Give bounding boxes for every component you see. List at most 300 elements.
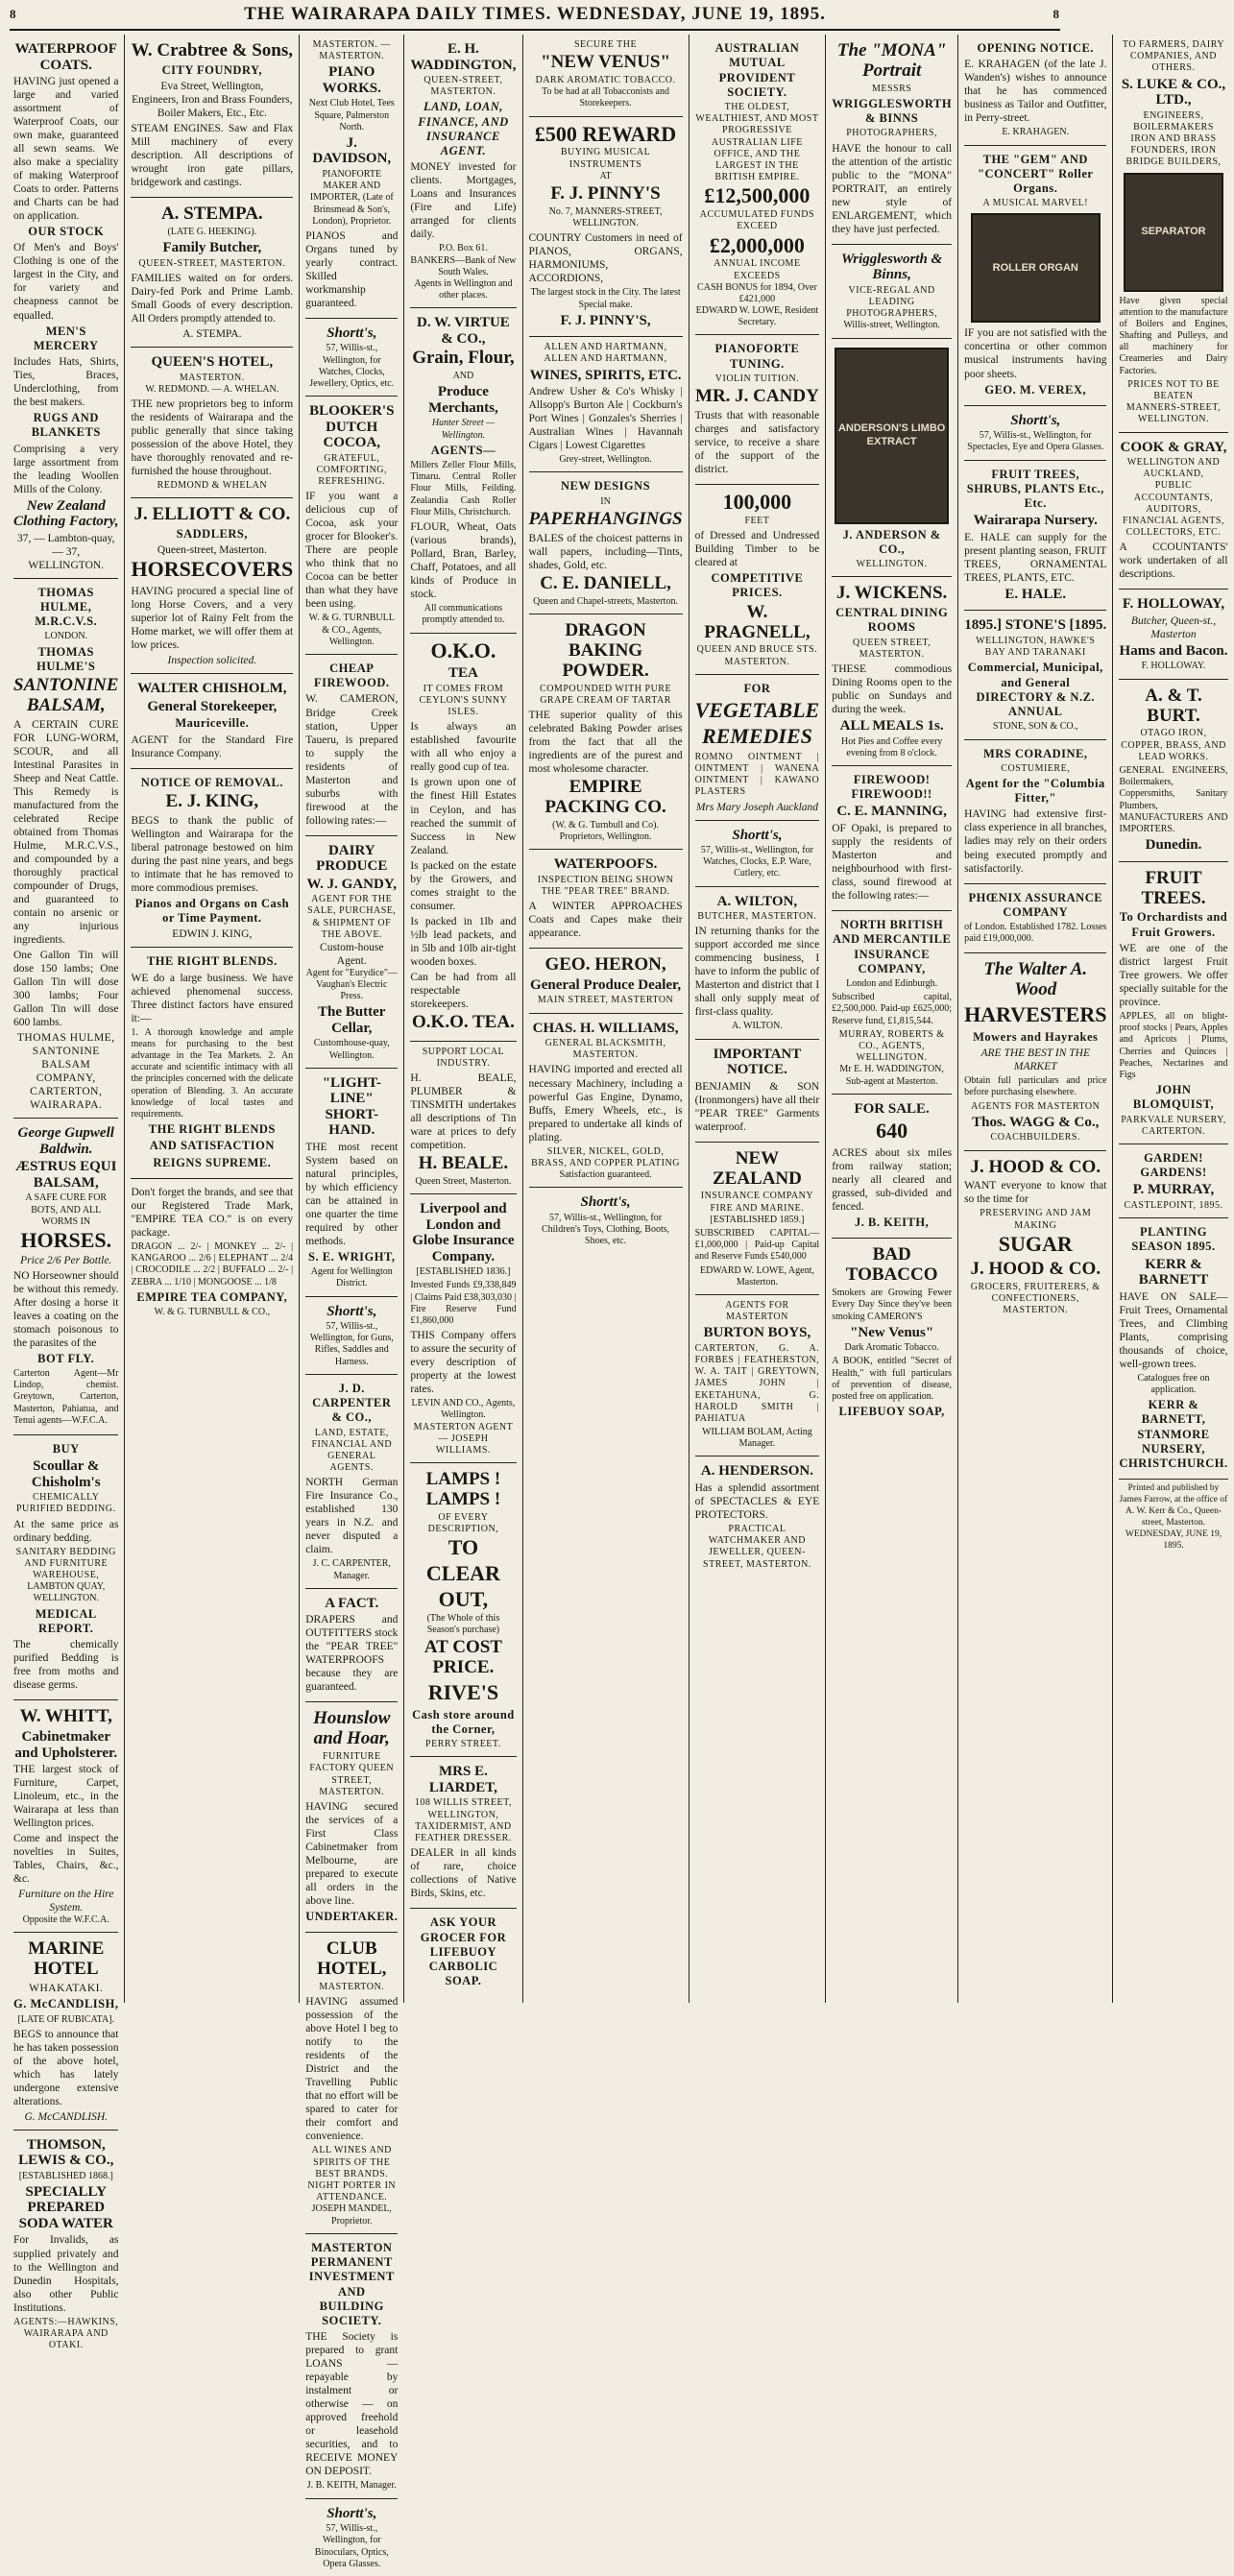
ad-shortts-6 [964,406,1106,461]
ad-dragon-baking-powder [529,614,683,850]
ad-subtitle: PHOTOGRAPHERS, [846,128,938,139]
ad-subtitle: ACCUMULATED FUNDS EXCEED [699,209,815,232]
ad-body: Is packed on the estate by the Growers, and comes straight to the consumer. [410,859,517,912]
ad-body: Is always an established favourite with all who enjoy a really good cup of tea. [410,721,517,774]
ad-mona-portrait [832,35,952,245]
ad-location: 108 WILLIS STREET, WELLINGTON, [414,1797,512,1820]
ad-body: BALES of the choicest patterns in wall papers, including—Tints, shades, Gold, etc. [528,532,683,571]
ad-body: COUNTRY Customers in need of PIANOS, ORGANS, HARMONIUMS, ACCORDIONS, [528,232,683,285]
ad-new-venus [529,35,683,117]
ad-name: A. & T. BURT. [1145,685,1202,726]
ad-liverpool-london-globe [410,1194,516,1463]
ad-body: 57, Willis-st., Wellington, for Spectacles, Eye and Opera Glasses. [967,430,1104,453]
ad-title: Cabinetmaker and Upholsterer. [14,1729,118,1761]
ad-name: Scoullar & Chisholm's [31,1458,101,1490]
ad-right-blends [131,948,293,1179]
ad-body: BENJAMIN & SON (Ironmongers) have all their "PEAR TREE" Garments waterproof. [694,1080,820,1133]
ad-location: LONDON. [44,631,88,642]
ad-established: [ESTABLISHED 1868.] [18,2170,113,2181]
ad-liardet-taxidermist [410,1757,516,1909]
ad-names: MURRAY, ROBERTS & CO., AGENTS, WELLINGTON. [838,1028,945,1064]
ad-signature: W. & G. TURNBULL & CO., [154,1307,271,1317]
ad-name: J. HOOD & CO. [970,1156,1101,1177]
ad-subtitle: The largest stock in the City. The latest Special make. [530,287,681,310]
ad-body: THE superior quality of this celebrated Baking Powder arises from the fact that all the ingredients are of the purest and most wholesome character. [528,709,683,775]
ad-price: Price 2/6 Per Bottle. [20,1254,112,1266]
ad-title: O.K.O. [430,638,496,662]
ad-title: BLOOKER'S DUTCH COCOA, [309,403,395,451]
ad-cook-gray [1119,433,1227,590]
ad-body: E. KRAHAGEN (of the late J. Wanden's) wishes to announce that he has commenced business as Tailor and Outfitter, in Perry-street. [964,59,1107,125]
ad-signature: Queen and Chapel-streets, Masterton. [533,595,678,607]
ad-title: "LIGHT-LINE" SHORT-HAND. [322,1074,381,1139]
ad-title: THE "GEM" AND "CONCERT" Roller Organs. [978,152,1094,196]
ad-headline: HARVESTERS [964,1002,1107,1027]
ad-name: JOHN BLOMQUIST, [1132,1083,1215,1112]
ad-body: of Dressed and Undressed Building Timber to be cleared at [694,530,820,569]
ad-name: MR. J. CANDY [695,386,819,407]
ad-body: FAMILIES waited on for orders. Dairy-fed Pork and Prime Lamb. Small Goods of every description. All Orders promptly attended to. [131,273,294,325]
ad-subtitle: ARE THE BEST IN THE MARKET [980,1047,1091,1073]
ad-title: MARINE HOTEL [28,1938,105,1980]
ad-body: ACRES about six miles from railway station; nearly all cleared and grassed, sub-divided and fenced. [832,1147,953,1214]
ad-body: STEAM ENGINES. Saw and Flax Mill machinery of every description. All descriptions of wrought iron gate pillars, bridgework and castings. [131,123,294,189]
ad-subtitle: MEN'S MERCERY [33,324,99,352]
ad-body: H. BEALE, PLUMBER & TINSMITH undertakes all descriptions of Tin ware at prices to defy competition. [410,1072,517,1152]
ad-trade: COACHBUILDERS. [990,1132,1080,1144]
ad-headline: £12,500,000 [704,183,811,208]
ad-bad-tobacco [832,1239,952,1427]
ad-agents: AGENTS FOR MASTERTON [971,1100,1101,1112]
column-5 [523,35,690,2003]
ad-subtitle: Next Club Hotel, Tees Square, Palmerston North. [308,98,395,132]
ad-body: OF Opaki, is prepared to supply the residents of Masterton and neighbourhood with first-class, sound firewood at the following rates:— [832,822,953,902]
ad-body: At the same price as ordinary bedding. [13,1518,119,1544]
ad-body: AGENT for the Standard Fire Insurance Company. [131,734,294,759]
ad-body: DEALER in all kinds of rare, choice collections of Native Birds, Skins, etc. [410,1847,517,1900]
ad-headline: New Zealand Clothing Factory, [13,497,119,530]
ad-s-luke [1119,35,1227,433]
ad-agent: MASTERTON AGENT — JOSEPH WILLIAMS. [413,1421,514,1456]
ad-box: P.O. Box 61. [438,243,488,254]
ad-name: Wrigglesworth & Binns, [841,251,943,283]
ad-walter-wood-harvesters [964,953,1106,1150]
ad-subtitle: Produce Merchants, [428,384,498,416]
ad-name: J. DAVIDSON, [312,134,392,167]
ad-subtitle: GENERAL ENGINEERS, Boilermakers, Coppersmiths, Sanitary Plumbers, MANUFACTURERS AND IMPORTERS. [1119,764,1228,834]
ad-p-murray [1119,1144,1227,1218]
ad-subtitle: Butcher, Queen-st., Masterton [1130,614,1217,640]
ad-title: CHEAP FIREWOOD. [314,661,390,690]
ad-body: 57, Willis-st., Wellington, for Children's Toys, Clothing, Boots, Shoes, etc. [541,1212,670,1247]
ad-signature: F. HOLLOWAY. [1141,661,1206,672]
ad-body: A WINTER APPROACHES Coats and Capes make their appearance. [528,900,683,940]
ad-title: CLUB HOTEL, [317,1938,387,1980]
ad-headline: O.K.O. TEA. [412,1011,515,1032]
ad-title: Liverpool and London and Globe Insurance Company. [412,1201,515,1264]
ad-signature: Mrs Mary Joseph Auckland [695,801,819,813]
ad-name: EMPIRE PACKING CO. [544,776,666,817]
ad-name: Shortt's, [327,1303,377,1319]
ad-subtitle: A MUSICAL MARVEL! [982,198,1089,209]
ad-coradine-costumiere [964,740,1106,884]
ad-location: Queen-street, Masterton. [157,544,267,557]
ad-location: London and Edinburgh. [846,978,938,989]
ad-subtitle: Dark Aromatic Tobacco. [844,1342,939,1354]
ad-title: BUTCHER, MASTERTON. [697,911,817,923]
ad-shortts-1 [305,319,398,397]
ad-names: W. REDMOND. — A. WHELAN. [145,383,279,395]
ad-wrigglesworth-binns [832,245,952,339]
ad-bonus: CASH BONUS for 1894, Over £421,000 [697,281,817,304]
ad-list: ROMNO OINTMENT | OINTMENT | WANENA OINTMENT | KAWANO PLASTERS [694,751,820,798]
ad-at: AT [599,170,612,181]
ad-title: 1895.] STONE'S [1895. [964,617,1107,634]
ad-signature: JOSEPH MANDEL, Proprietor. [311,2203,392,2227]
ad-amp-society [695,35,820,335]
masthead-page-left: 8 [10,7,17,21]
ad-location: Hunter Street — Wellington. [431,418,496,441]
ad-burton-boys [695,1295,820,1457]
ad-name: W. WHITT, [19,1706,112,1727]
ad-title: LAND, LOAN, FINANCE, AND INSURANCE AGENT. [418,100,509,158]
ad-location: QUEEN AND BRUCE STS. MASTERTON. [696,644,818,667]
ad-signature: E. HALE. [1004,586,1067,602]
ad-name: GEO. M. VEREX, [984,382,1087,397]
ad-body: IF you are not satisfied with the concertina or other common musical instruments having poor sheets. [964,327,1107,380]
ad-cheap-firewood [305,655,398,836]
ad-chas-williams [529,1014,683,1189]
separator-illustration: SEPARATOR [1124,173,1223,292]
ad-signature: Satisfaction guaranteed. [559,1168,652,1180]
ad-roller-organs [964,146,1106,406]
ad-name: E. J. KING, [165,790,259,811]
ad-lamps-rives [410,1463,516,1757]
ad-title: WINES, SPIRITS, ETC. [529,367,682,383]
ad-subtitle: ANNUAL INCOME EXCEEDS [714,258,801,281]
ad-thomson-lewis [13,2131,118,2357]
ad-wairarapa-nursery [964,461,1106,612]
ad-name: RIVE'S [427,1679,499,1704]
ad-body: Can be had from all respectable storekeepers. [410,971,517,1010]
ad-lifebuoy-1 [410,1909,516,1996]
ad-title: GENERAL BLACKSMITH, MASTERTON. [544,1038,666,1061]
ad-headline: Hams and Bacon. [1119,642,1228,659]
ad-body: Is grown upon one of the finest Hill Estates in Ceylon, and has reached the summit of Success in New Zealand. [410,777,517,856]
ad-queens-hotel [131,348,293,498]
ad-subtitle: PRESERVING AND JAM MAKING [980,1208,1092,1231]
ad-body: Millers Zeller Flour Mills, Timaru. Central Roller Flour Mills, Feilding. Zealandia Cash Roller Flour Mills, Christchurch. [410,460,517,518]
ad-body: 57, Willis-st., Wellington, for Guns, Rifles, Saddles and Harness. [309,1321,394,1367]
ad-title: NOTICE OF REMOVAL. [140,775,283,789]
ad-crabtree-foundry [131,35,293,198]
ad-subtitle: VIOLIN TUITION. [714,373,800,384]
ad-subtitle: LAND, ESTATE, FINANCIAL AND GENERAL AGENTS. [311,1427,393,1474]
ad-location: Queen Street, Masterton. [415,1175,512,1187]
ad-title: SUPPORT LOCAL INDUSTRY. [422,1046,505,1069]
ad-title: The Walter A. Wood [983,959,1088,1000]
ad-shortts-2 [305,1297,398,1375]
ad-marine-hotel [13,1933,118,2130]
ad-capital: SUBSCRIBED CAPITAL—£1,000,000 | Paid-up Capital and Reserve Funds £540,000 [694,1227,820,1263]
ad-title: FIREWOOD! FIREWOOD!! [851,772,932,802]
ad-names: ALLEN AND HARTMANN, ALLEN AND HARTMANN, [544,342,667,365]
ad-body: NO Horseowner should be without this remedy. After dosing a horse it leaves a coating on the stomach poisonous to the parasites of the [13,1269,119,1349]
ad-body: BEGS to thank the public of Wellington and Wairarapa for the liberal patronage bestowed on him during the past nine years, and begs to intimate that he has removed to more commodious premises. [131,814,294,894]
ad-body: IF you want a delicious cup of Cocoa, ask your grocer for Blooker's. There are people who think that no Cocoa can be better than what they have been using. [305,491,399,611]
ad-title: FRUIT TREES, SHRUBS, PLANTS Etc., Etc. [966,467,1104,511]
ad-body: The chemically purified Bedding is free from moths and disease germs. [13,1639,119,1692]
ad-headline: £2,000,000 [709,232,805,257]
ad-body: Come and inspect the novelties in Suites, Tables, Chairs, &c., &c. [13,1833,119,1886]
advert-grid [8,35,1228,2569]
ad-location: Willis-street, Wellington. [843,320,940,331]
ad-signature: G. McCANDLISH. [24,2110,109,2123]
ad-trade: GROCERS, FRUITERERS, & CONFECTIONERS, MASTERTON. [970,1281,1101,1315]
ad-shortts-4 [529,1188,683,1253]
ad-name: A. STEMPA. [160,204,263,225]
ad-headline: 100,000 [722,490,792,515]
ad-location: LAMBTON QUAY, WELLINGTON. [27,1581,106,1604]
ad-carpenter-agents [305,1375,398,1589]
ad-title: BUY [52,1442,80,1457]
ad-subtitle: BOT FLY. [37,1351,95,1365]
ad-name: F. HOLLOWAY, [1122,596,1225,613]
ad-location: MASTERTON. [179,372,245,383]
ad-signature: Agent for Wellington District. [310,1266,393,1289]
ad-name: A. HENDERSON. [700,1463,813,1480]
ad-body: IN returning thanks for the support accorded me since commencing business, I have to inform the public of Masterton and district that I shall only supply meat of first-class quality. [694,926,820,1019]
ad-signature: UNDERTAKER. [305,1910,399,1924]
ad-name: Wairarapa Nursery. [973,513,1098,529]
ad-burt-otago [1119,680,1227,862]
ad-body: of London. Established 1782. Losses paid £19,000,000. [964,922,1107,945]
ad-note: Furniture on the Hire System. [18,1889,114,1914]
ad-walter-chisholm [131,674,293,768]
ad-title: VICE-REGAL AND LEADING PHOTOGRAPHERS, [846,284,938,320]
ad-body: WE do a large business. We have achieved phenomenal success. Three distinct factors have ensured it:— [131,972,294,1024]
ad-body: Don't forget the brands, and see that our Registered Trade Mark, "EMPIRE TEA CO." is on every package. [131,1186,294,1239]
masthead [10,0,1060,31]
ad-body: PIANOS and Organs tuned by yearly contract. Skilled workmanship guaranteed. [305,229,399,309]
ad-note: Agents in Wellington and other places. [414,278,513,301]
ad-body: AUSTRALIAN LIFE OFFICE, AND THE LARGEST IN THE BRITISH EMPIRE. [711,136,803,183]
ad-title: ÆSTRUS EQUI BALSAM, [15,1159,117,1191]
ad-waterproof-coats [13,35,118,579]
column-8 [958,35,1113,2003]
ad-body: 57, Willis-st., Wellington, for Binoculars, Optics, Opera Glasses. [314,2523,389,2569]
ad-a-wilton [695,887,820,1040]
ad-body: 57, Willis-st., Wellington, for Watches, Clocks, Jewellery, Optics, etc. [309,343,395,390]
ad-body: HAVING had extensive first-class experience in all branches, ladies may rely on their orders being executed promptly and satisfactorily. [964,808,1107,875]
ad-signature: WILLIAM BOLAM, Acting Manager. [702,1427,812,1450]
ad-title: A FACT. [325,1595,379,1611]
ad-title: GARDEN! GARDENS! [1140,1150,1207,1180]
ad-subtitle: (W. & G. Turnbull and Co). [552,819,659,831]
ad-subtitle: MESSRS [871,83,912,94]
ad-established: [ESTABLISHED 1836.] [416,1266,511,1278]
ad-subtitle: RUGS AND BLANKETS [31,411,101,440]
ad-stempa-butcher [131,198,293,348]
ad-street: PERRY STREET. [425,1739,501,1750]
ad-body: THIS Company offers to assure the security of every description of property at the lowest rates. [410,1330,517,1396]
ad-signature: All communications promptly attended to. [422,603,505,626]
ad-subtitle: TAXIDERMIST, AND FEATHER DRESSER. [415,1820,512,1843]
ad-pretitle: SECURE THE [574,39,638,50]
ad-pragnell-timber [695,485,820,675]
ad-agent: Agent for "Eurydice"—Vaughan's Electric Press. [305,967,398,1002]
ad-title: PIANOFORTE TUNING. [714,342,800,371]
ad-name: S. LUKE & CO., LTD., [1121,76,1226,108]
ad-title: AUSTRALIAN MUTUAL PROVIDENT SOCIETY. [714,41,800,99]
ad-body: For Invalids, as supplied privately and to the Wellington and Dunedin Hospitals, also other Public Institutions. [13,2234,119,2314]
ad-subtitle: A SAFE CURE FOR BOTS, AND ALL WORMS IN [25,1192,108,1227]
ad-body: FLOUR, Wheat, Oats (various brands), Pollard, Bran, Barley, Chaff, Potatoes, and all kinds of Produce in stock. [410,521,517,601]
ad-hounslow-hoar [305,1702,398,1933]
ad-name: WALTER CHISHOLM, [137,681,287,697]
ad-subtitle: OUR STOCK [28,225,105,239]
ad-subtitle: AGENT FOR THE SALE, PURCHASE, & SHIPMENT OF THE ABOVE. [307,894,397,940]
ad-name: Shortt's, [732,827,783,843]
ad-body: HAVE ON SALE—Fruit Trees, Ornamental Trees, and Climbing Plants, comprising thousands of choice, well-grown trees. [1119,1290,1228,1370]
ad-body: Custom-house Agent. [320,941,384,967]
ad-candy-tuning [695,335,820,485]
ad-name: C. E. DANIELL, [540,572,671,593]
ad-subtitle: TEA [448,665,478,682]
ad-headline: Commercial, Municipal, and General DIRECTORY & N.Z. ANNUAL [967,661,1103,719]
ad-body: HAVING secured the services of a First Class Cabinetmaker from Melbourne, are prepared to execute all orders in the above line. [305,1800,399,1908]
ad-club-hotel [305,1933,398,2233]
ad-subtitle: BUYING MUSICAL INSTRUMENTS [560,147,651,170]
ad-name: E. H. WADDINGTON, [410,41,517,73]
ad-body: MONEY invested for clients. Mortgages, Loans and Insurances (Fire and Life) arranged for clients daily. [410,161,517,241]
ad-elliott-saddlers [131,498,293,674]
ad-name: H. BEALE. [418,1153,509,1174]
ad-j-hood [964,1151,1106,1323]
column-7 [826,35,958,2003]
ad-subtitle: ALL WINES AND SPIRITS OF THE BEST BRANDS. [311,2145,392,2179]
ad-name: J. WICKENS. [836,583,948,604]
ad-note: Hot Pies and Coffee every evening from 8 o'clock. [840,735,943,758]
ad-kerr-barnett [1119,1218,1227,1480]
ad-title: WATERPOOFS. [553,856,658,873]
ad-body: THE Society is prepared to grant LOANS — repayable by instalment or otherwise — on approved freehold or leasehold securities, and to RECEIVE MONEY ON DEPOSIT. [305,2331,399,2478]
column-4 [404,35,522,2003]
ad-subtitle: THE RIGHT BLENDS [148,1122,276,1137]
ad-price: COMPETITIVE PRICES. [711,571,804,600]
ad-headline: 640 [876,1119,908,1144]
ad-signature: PRACTICAL WATCHMAKER AND JEWELLER, QUEEN-STREET, MASTERTON. [703,1524,811,1570]
ad-headline: ALL MEALS 1s. [839,718,944,734]
ad-title: General Storekeeper, [147,698,278,714]
ad-title: NEW ZEALAND [712,1147,802,1189]
ad-body: A CCOUNTANTS' work undertaken of all descriptions. [1119,542,1228,581]
ad-name: Shortt's, [1010,412,1061,428]
ad-note: (The Whole of this Season's purchase) [426,1612,500,1635]
ad-wickens-dining [832,577,952,766]
ad-name: P. MURRAY, [1132,1182,1215,1198]
ad-title: Hounslow and Hoar, [313,1708,391,1749]
ad-agents: AGENTS:—HAWKINS, WAIRARAPA AND OTAKI. [13,2316,119,2350]
ad-body: HAVING procured a special line of long Horse Covers, and a very superior lot of Rainy Felt from the Home market, we will offer them at low prices. [131,586,294,652]
ad-signature: REDMOND & WHELAN [157,480,268,492]
ad-name: GEO. HERON, [544,954,666,975]
ad-a-fact [305,1589,398,1703]
masthead-page-right: 8 [1053,7,1060,21]
ad-shortts-3 [305,2499,398,2576]
ad-f-holloway [1119,590,1227,679]
ad-aestrus-balsam [13,1119,118,1435]
ad-body: IT COMES FROM CEYLON'S SUNNY ISLES. [419,683,508,718]
ad-list: SILVER, NICKEL, GOLD, BRASS, AND COPPER PLATING [531,1145,680,1168]
ad-list: Andrew Usher & Co's Whisky | Allsopp's Burton Ale | Cockburn's Port Wines | Gonzales's Sherries | Australian Wines | Havannah Cigars | Lowest Cigarettes [528,386,683,452]
ad-subtitle: AND SATISFACTION [149,1139,275,1153]
ad-subtitle: To Orchardists and Fruit Growers. [1119,910,1228,939]
ad-title: FOR SALE. [854,1100,930,1117]
ad-body: 57, Willis-st., Wellington, for Watches, Clocks, E.P. Ware, Cutlery, etc. [700,845,813,879]
ad-location: CASTLEPOINT, 1895. [1124,1199,1223,1211]
ad-subtitle: INSPECTION BEING SHOWN THE "PEAR TREE" BRAND. [537,874,674,897]
ad-funds: Invested Funds £9,338,849 | Claims Paid £38,303,030 | Fire Reserve Fund £1,860,000 [410,1280,517,1326]
ad-location: Grey-street, Wellington. [559,454,652,466]
ad-name: A. WILTON, [716,893,798,909]
ad-manning-firewood [832,766,952,911]
imprint: Printed and published by James Farrow, at the office of A. W. Kerr & Co., Queen-street, Masterton. WEDNESDAY, JUNE 19, 1895. [1119,1483,1228,1551]
ad-body: THE most recent System based on natural principles, by which efficiency can be attained in one quarter the time required by other methods. [305,1141,399,1247]
ad-name: J. B. KEITH, [855,1216,930,1230]
ad-location: QUEEN-STREET, MASTERTON. [138,257,286,269]
column-3 [300,35,404,2569]
ad-agents: Carterton Agent—Mr Lindop, chemist. Greytown, Carterton, Masterton, Pahiatua, and Tenui agents—W.F.C.A. [13,1368,119,1426]
ad-name: W. J. GANDY, [306,876,398,892]
ad-note: PRICES NOT TO BE BEATEN [1127,378,1220,401]
ad-signature: LEVIN AND CO., Agents, Wellington. [411,1398,516,1421]
ad-body: HAVING imported and erected all necessary Machinery, including a powerful Gas Engine, Dynamo, Buffs, Emery Wheels, etc., is prepared to undertake all kinds of plating. [528,1064,683,1144]
ad-body: HAVE the honour to call the attention of the artistic public to the "MONA" PORTRAIT, an entirely new style of ENLARGEMENT, which they have just perfected. [832,142,953,235]
ad-signature: W. & G. TURNBULL & CO., Agents, Wellington. [308,613,395,647]
ad-note: Inspection solicited. [167,655,257,667]
ad-krahagen-opening [964,35,1106,146]
ad-note: NIGHT PORTER IN ATTENDANCE. [307,2180,397,2203]
ad-title: Grain, Flour, [412,348,515,369]
ad-important-notice [695,1040,820,1143]
ad-title: NEW DESIGNS [560,479,651,494]
ad-title: CENTRAL DINING ROOMS [835,606,949,635]
anderson-limbo-illustration: ANDERSON'S LIMBO EXTRACT [835,348,949,524]
ad-location: WELLINGTON. [856,559,928,570]
ad-title: ENGINEERS, BOILERMAKERS IRON AND BRASS FOUNDERS, IRON BRIDGE BUILDERS, [1125,109,1222,168]
column-9 [1113,35,1233,2003]
ad-body: To be had at all Tobacconists and Storekeepers. [542,86,669,109]
ad-headline: SANTONINE BALSAM, [13,675,119,716]
ad-body: THE new proprietors beg to inform the residents of Wairarapa and the public generally that since taking possession of the above Hotel, they have thoroughly renovated and re-furnished the house throughout. [131,397,294,478]
ad-address: Opposite the W.F.C.A. [22,1914,109,1926]
ad-subtitle: FURNITURE FACTORY QUEEN STREET, MASTERTON. [309,1751,395,1797]
ad-list: CARTERTON, G. A. FORBES | FEATHERSTON, W. A. TAIT | GREYTOWN, JAMES JOHN | EKETAHUNA, G. HAROLD SMITH | PAHIATUA [694,1342,820,1424]
ad-title: The Butter Cellar, [318,1004,386,1036]
ad-name: F. J. PINNY'S, [560,312,651,328]
ad-title: FOR [743,681,771,695]
ad-body: HAVING assumed possession of the above Hotel I beg to notify to the residents of the District and the Travelling Public that no effort will be spared to cater for their comfort and convenience. [305,1996,399,2143]
ad-headline: HORSECOVERS [131,557,294,582]
ad-dairy-produce [305,836,398,1069]
ad-ej-king [131,769,293,949]
ad-subtitle: GRATEFUL, COMFORTING, REFRESHING. [316,452,388,488]
ad-name: S. E. WRIGHT, [308,1249,396,1264]
ad-title: THE RIGHT BLENDS. [146,954,278,969]
ad-shortts-5 [695,821,820,887]
ad-subtitle: CHEMICALLY PURIFIED BEDDING. [15,1492,116,1515]
